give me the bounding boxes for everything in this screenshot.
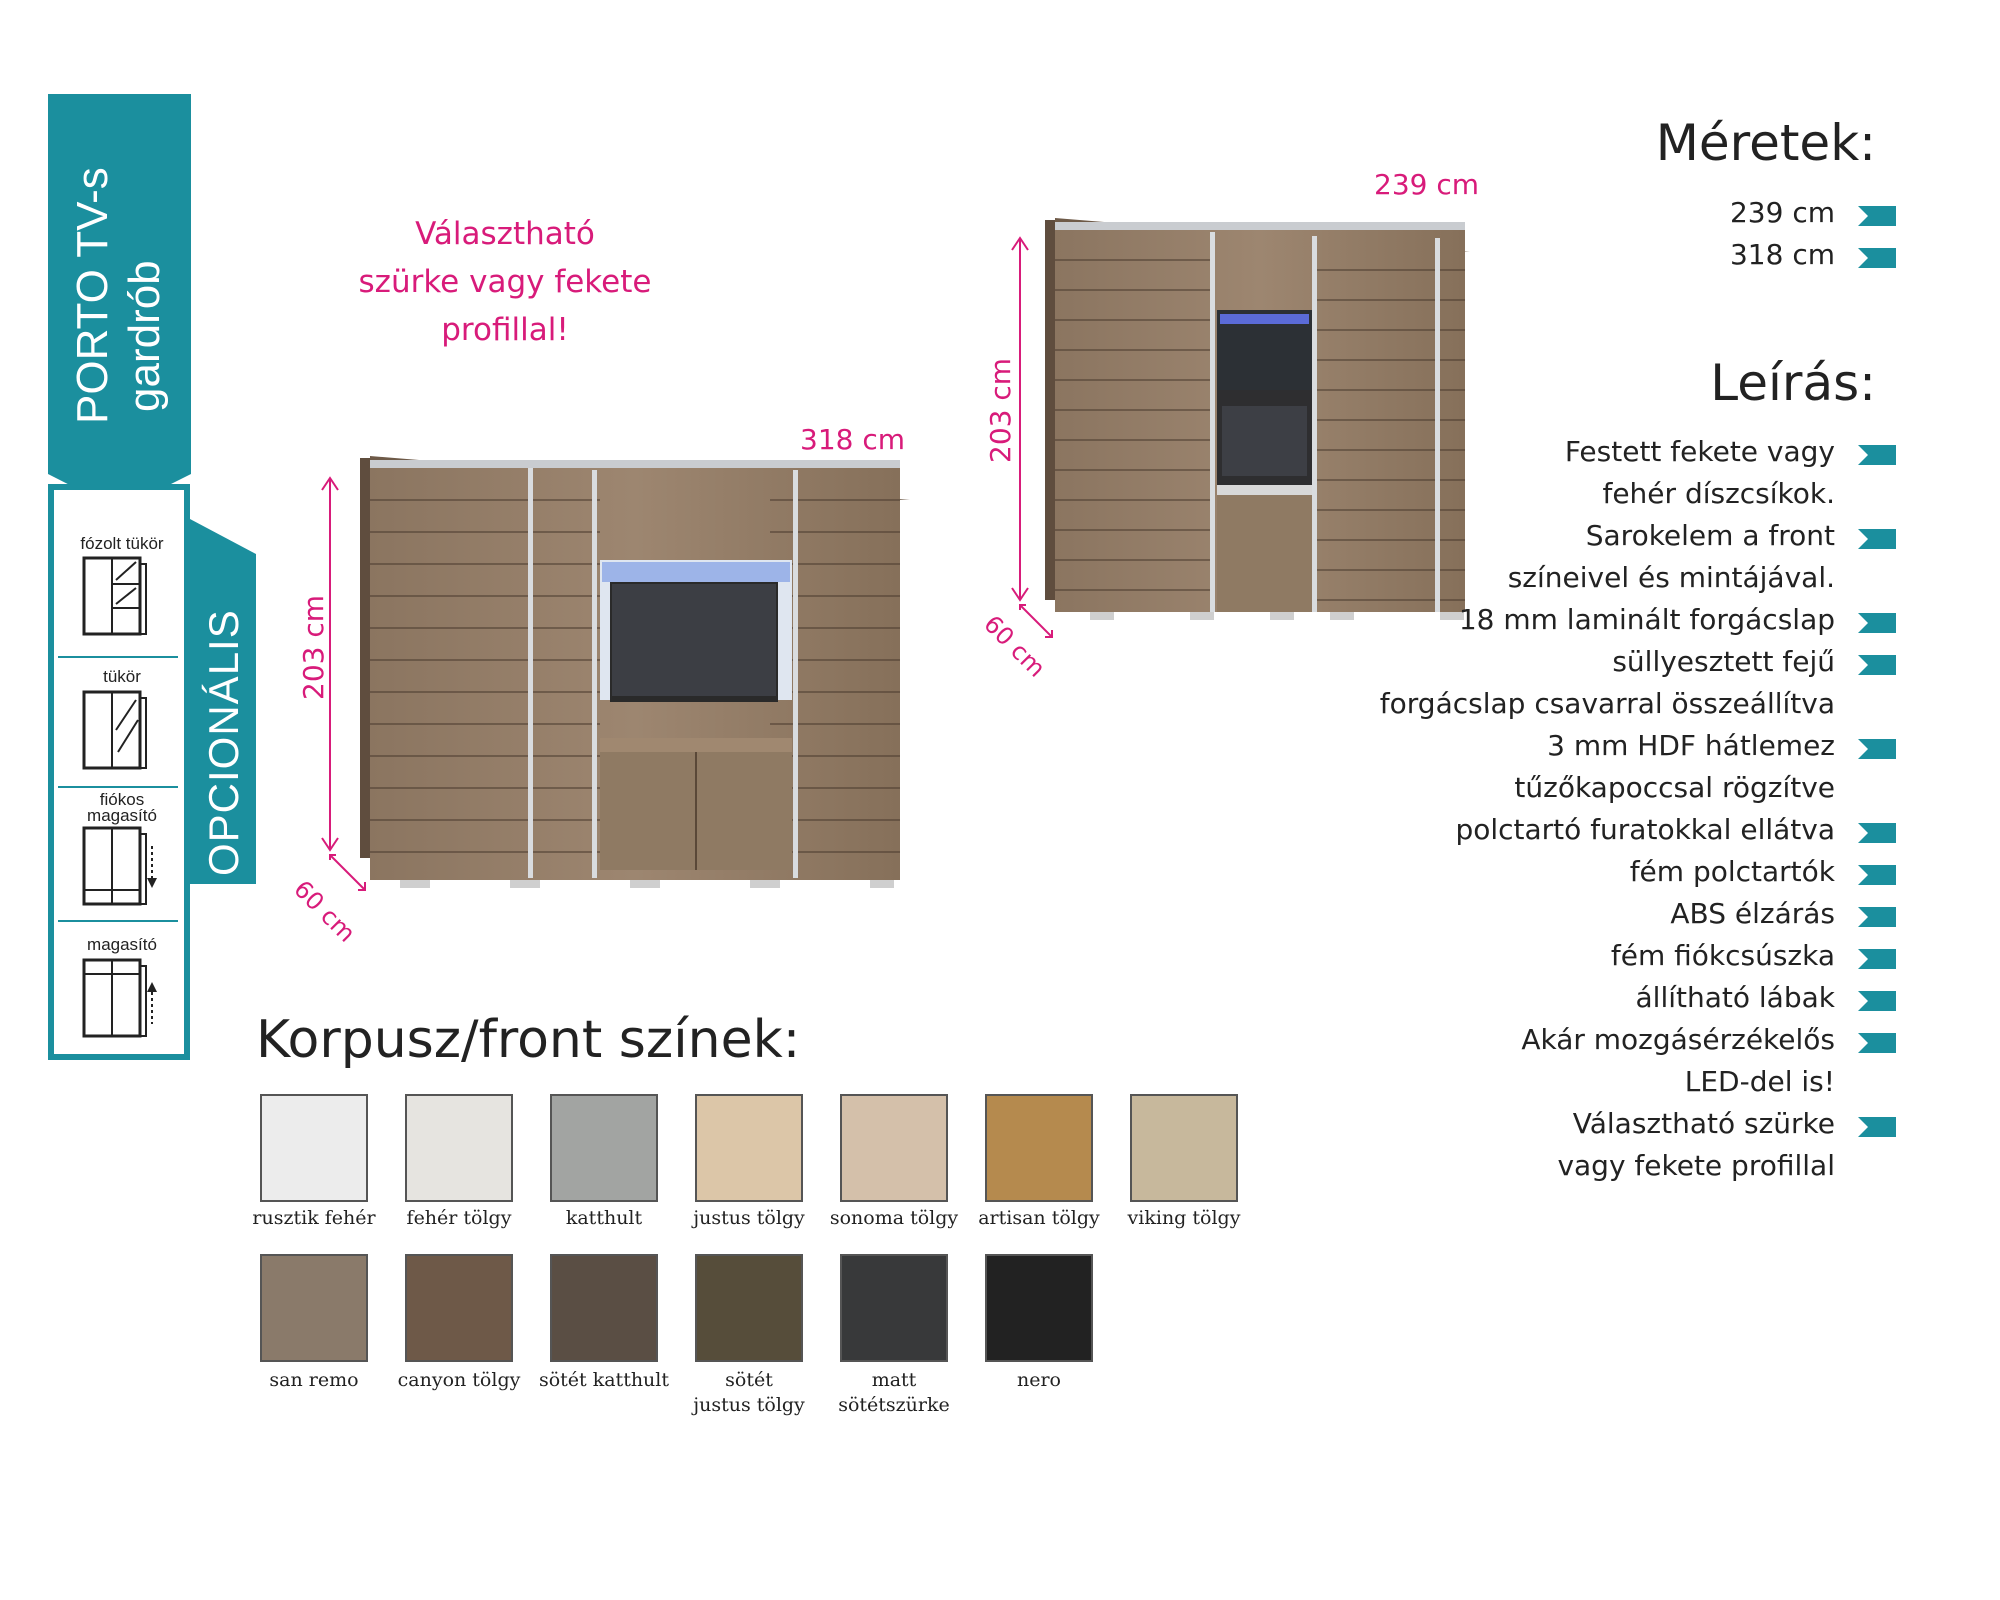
- color-swatch-label: sötét justus tölgy: [693, 1369, 805, 1416]
- color-swatch-label: fehér tölgy: [406, 1207, 512, 1229]
- description-line: fehér díszcsíkok.: [1602, 477, 1835, 510]
- color-swatch-label: katthult: [565, 1207, 643, 1229]
- description-line: fém polctartók: [1629, 855, 1835, 888]
- color-swatch: [405, 1254, 513, 1362]
- option-separator: [58, 920, 178, 922]
- color-swatch: [1130, 1094, 1238, 1202]
- description-line: fém fiókcsúszka: [1610, 939, 1835, 972]
- description-line: 18 mm laminált forgácslap: [1458, 603, 1835, 636]
- bullet-arrow-icon: [1858, 655, 1896, 675]
- color-swatch: [405, 1094, 513, 1202]
- dimension-item: 239 cm: [1729, 196, 1835, 229]
- color-swatch-label: artisan tölgy: [978, 1207, 1100, 1229]
- color-swatch: [550, 1094, 658, 1202]
- option-label-raiser: magasító: [87, 935, 157, 954]
- description-line: Akár mozgásérzékelős: [1521, 1023, 1835, 1056]
- description-line: ABS élzárás: [1670, 897, 1835, 930]
- color-swatch: [550, 1254, 658, 1362]
- option-label-faceted-mirror: fózolt tükör: [80, 534, 164, 553]
- product-title-line2: gardrób: [120, 260, 169, 412]
- color-swatch: [985, 1254, 1093, 1362]
- description-line: Választható szürke: [1572, 1107, 1835, 1140]
- description-line: süllyesztett fejű: [1612, 645, 1835, 678]
- raiser-icon: [82, 958, 158, 1042]
- small-height-label: 203 cm: [984, 357, 1017, 463]
- bullet-arrow-icon: [1858, 1033, 1896, 1053]
- color-swatch-label: san remo: [269, 1369, 359, 1391]
- colors-heading: Korpusz/front színek:: [256, 1010, 801, 1070]
- color-swatch: [840, 1254, 948, 1362]
- color-swatch: [695, 1254, 803, 1362]
- drawer-raiser-icon: [82, 826, 158, 910]
- faceted-mirror-wardrobe-icon: [82, 556, 148, 640]
- small-width-label: 239 cm: [1374, 168, 1480, 201]
- large-depth-label: 60 cm: [288, 875, 361, 948]
- product-title-line1: PORTO TV-s: [68, 167, 117, 424]
- profile-note-line1: Választható: [415, 216, 595, 252]
- optional-label: OPCIONÁLIS: [200, 609, 247, 876]
- bullet-arrow-icon: [1858, 613, 1896, 633]
- large-height-label: 203 cm: [297, 594, 330, 700]
- description-line: polctartó furatokkal ellátva: [1455, 813, 1835, 846]
- description-line: tűzőkapoccsal rögzítve: [1514, 771, 1835, 804]
- color-swatch: [260, 1094, 368, 1202]
- color-swatch-label: viking tölgy: [1127, 1207, 1241, 1229]
- bullet-arrow-icon: [1858, 248, 1896, 268]
- bullet-arrow-icon: [1858, 949, 1896, 969]
- large-wardrobe-image: [300, 440, 920, 910]
- option-separator: [58, 656, 178, 658]
- color-swatch: [840, 1094, 948, 1202]
- color-swatch-label: canyon tölgy: [397, 1369, 521, 1391]
- description-line: Festett fekete vagy: [1564, 435, 1835, 468]
- small-depth-label: 60 cm: [978, 610, 1051, 683]
- mirror-wardrobe-icon: [82, 690, 148, 774]
- description-line: színeivel és mintájával.: [1507, 561, 1835, 594]
- bullet-arrow-icon: [1858, 445, 1896, 465]
- color-swatch-label: matt sötétszürke: [838, 1369, 950, 1416]
- color-swatch-label: justus tölgy: [693, 1207, 805, 1229]
- description-line: vagy fekete profillal: [1557, 1149, 1835, 1182]
- dimension-item: 318 cm: [1729, 238, 1835, 271]
- description-line: LED-del is!: [1684, 1065, 1835, 1098]
- bullet-arrow-icon: [1858, 529, 1896, 549]
- description-line: 3 mm HDF hátlemez: [1547, 729, 1835, 762]
- color-swatch-label: nero: [1016, 1369, 1061, 1391]
- bullet-arrow-icon: [1858, 823, 1896, 843]
- color-swatch: [260, 1254, 368, 1362]
- description-line: Sarokelem a front: [1585, 519, 1835, 552]
- color-swatch-label: rusztik fehér: [252, 1207, 376, 1229]
- profile-note-line2: szürke vagy fekete: [358, 264, 652, 300]
- profile-note: [320, 210, 690, 354]
- description-line: állítható lábak: [1635, 981, 1835, 1014]
- bullet-arrow-icon: [1858, 991, 1896, 1011]
- bullet-arrow-icon: [1858, 865, 1896, 885]
- description-line: forgácslap csavarral összeállítva: [1379, 687, 1835, 720]
- profile-note-line3: profillal!: [441, 312, 569, 348]
- description-heading: Leírás:: [1710, 354, 1876, 412]
- color-swatch-label: sonoma tölgy: [829, 1207, 959, 1229]
- bullet-arrow-icon: [1858, 206, 1896, 226]
- option-label-mirror: tükör: [103, 667, 141, 686]
- bullet-arrow-icon: [1858, 739, 1896, 759]
- color-swatch: [985, 1094, 1093, 1202]
- option-separator: [58, 786, 178, 788]
- large-width-label: 318 cm: [800, 423, 906, 456]
- product-title: [48, 94, 191, 474]
- option-label-drawer-raiser: fiókos magasító: [87, 790, 157, 825]
- bullet-arrow-icon: [1858, 907, 1896, 927]
- small-wardrobe-image: [1030, 210, 1480, 630]
- bullet-arrow-icon: [1858, 1117, 1896, 1137]
- color-swatch-label: sötét katthult: [538, 1369, 670, 1391]
- optional-tab-tip: [190, 519, 256, 554]
- color-swatch: [695, 1094, 803, 1202]
- dimensions-heading: Méretek:: [1655, 114, 1876, 172]
